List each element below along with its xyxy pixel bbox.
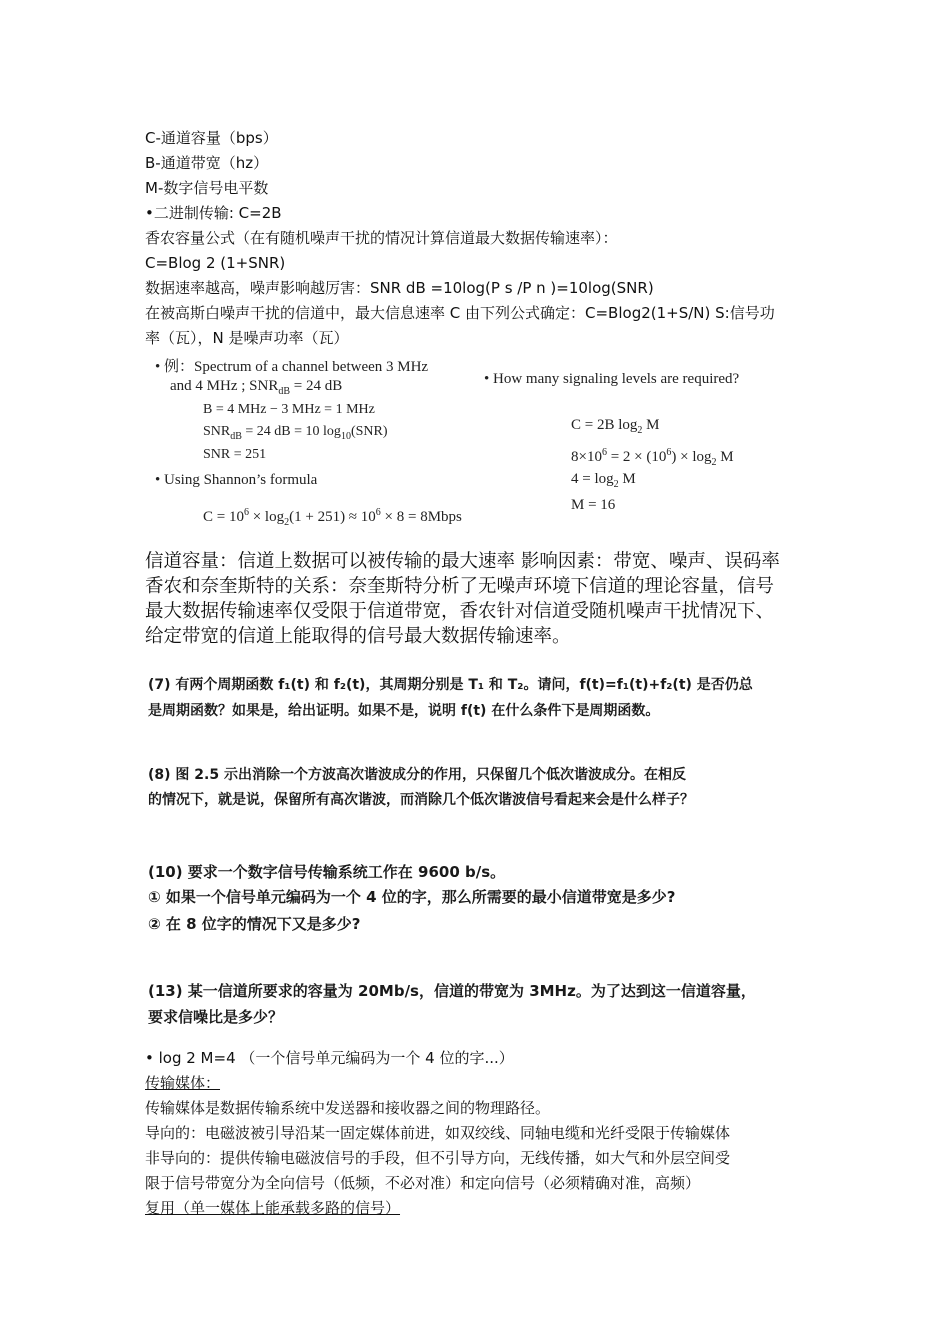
question-10-line-1: (10) 要求一个数字信号传输系统工作在 9600 b/s。	[148, 863, 506, 881]
question-10-line-3: ② 在 8 位字的情况下又是多少?	[148, 915, 361, 933]
media-definition: 传输媒体是数据传输系统中发送器和接收器之间的物理路径。	[145, 1099, 551, 1117]
gaussian-noise-line: 在被高斯白噪声干扰的信道中，最大信息速率 C 由下列公式确定：C=Blog2(1+S/N) S:信号功	[145, 304, 775, 322]
example-bullet-3: • How many signaling levels are required?	[484, 371, 740, 387]
binary-transmission: •二进制传输: C=2B	[145, 204, 282, 222]
signal-types: 限于信号带宽分为全向信号（低频，不必对准）和定向信号（必须精确对准，高频）	[145, 1174, 701, 1192]
example-bullet-1-cont: and 4 MHz ; $SNR_{dB} = 24$ dB	[170, 378, 343, 397]
example-eq-snr-db: $SNR_{dB} = 24$ dB = 10 $\log_{10}(SNR)$	[203, 424, 388, 442]
example-bullet-1: • 例：Spectrum of a channel between 3 MHz	[155, 359, 429, 375]
log-note: • log 2 M=4 （一个信号单元编码为一个 4 位的字...）	[145, 1049, 514, 1067]
snr-db-line: 数据速率越高，噪声影响越厉害：SNR dB =10log(P s /P n )=10log(SNR)	[145, 279, 654, 297]
example-eq-nyquist: C = 2B $\log_2 M$	[571, 417, 660, 436]
gaussian-noise-line-cont: 率（瓦），N 是噪声功率（瓦）	[145, 329, 349, 347]
example-eq-snr: SNR = 251	[203, 447, 267, 462]
question-13-line-1: (13) 某一信道所要求的容量为 20Mb/s，信道的带宽为 3MHz。为了达到这一信道容量，	[148, 982, 756, 1000]
guided-media: 导向的：电磁波被引导沿某一固定媒体前进，如双绞线、同轴电缆和光纤受限于传输媒体	[145, 1124, 731, 1142]
example-eq-bandwidth: B = 4 MHz − 3 MHz = 1 MHz	[203, 402, 375, 417]
capacity-para-4: 给定带宽的信道上能取得的信号最大数据传输速率。	[145, 626, 571, 647]
capacity-para-3: 最大数据传输速率仅受限于信道带宽，香农针对信道受随机噪声干扰情况下、	[145, 601, 775, 622]
question-13-line-2: 要求信噪比是多少？	[148, 1008, 284, 1026]
question-7-line-2: 是周期函数？如果是，给出证明。如果不是，说明 f(t) 在什么条件下是周期函数。	[148, 703, 660, 719]
question-8-line-2: 的情况下，就是说，保留所有高次谐波，而消除几个低次谐波信号看起来会是什么样子？	[148, 792, 694, 808]
question-8-line-1: (8) 图 2.5 示出消除一个方波高次谐波成分的作用，只保留几个低次谐波成分。在相反	[148, 767, 686, 783]
multiplexing-heading: 复用（单一媒体上能承载多路的信号）	[145, 1199, 401, 1217]
example-bullet-2: • Using Shannon’s formula	[155, 472, 318, 488]
example-eq-substitute: $8\times 10^6 = 2 \times (10^6) \times \log_2 M$	[571, 447, 734, 468]
def-capacity: C-通道容量（bps）	[145, 129, 278, 147]
question-7-line-1: (7) 有两个周期函数 f₁(t) 和 f₂(t)，其周期分别是 T₁ 和 T₂。请问，f(t)=f₁(t)+f₂(t) 是否仍总	[148, 677, 753, 693]
media-heading: 传输媒体：	[145, 1074, 221, 1092]
capacity-para-1: 信道容量：信道上数据可以被传输的最大速率 影响因素：带宽、噪声、误码率	[145, 551, 780, 572]
shannon-formula: C=Blog 2 (1+SNR)	[145, 254, 286, 272]
example-eq-log: $4 = \log_2 M$	[571, 471, 636, 490]
shannon-heading: 香农容量公式（在有随机噪声干扰的情况计算信道最大数据传输速率）：	[145, 229, 618, 247]
example-eq-capacity: $C = 10^6 \times \log_2(1 + 251) \approx 10^6 \times 8$ = 8Mbps	[203, 507, 462, 528]
capacity-para-2: 香农和奈奎斯特的关系：奈奎斯特分析了无噪声环境下信道的理论容量，信号	[145, 576, 775, 597]
def-bandwidth: B-通道带宽（hz）	[145, 154, 269, 172]
example-eq-result: M = 16	[571, 497, 616, 513]
def-levels: M-数字信号电平数	[145, 179, 269, 197]
unguided-media: 非导向的：提供传输电磁波信号的手段，但不引导方向，无线传播，如大气和外层空间受	[145, 1149, 731, 1167]
question-10-line-2: ① 如果一个信号单元编码为一个 4 位的字，那么所需要的最小信道带宽是多少?	[148, 888, 676, 906]
